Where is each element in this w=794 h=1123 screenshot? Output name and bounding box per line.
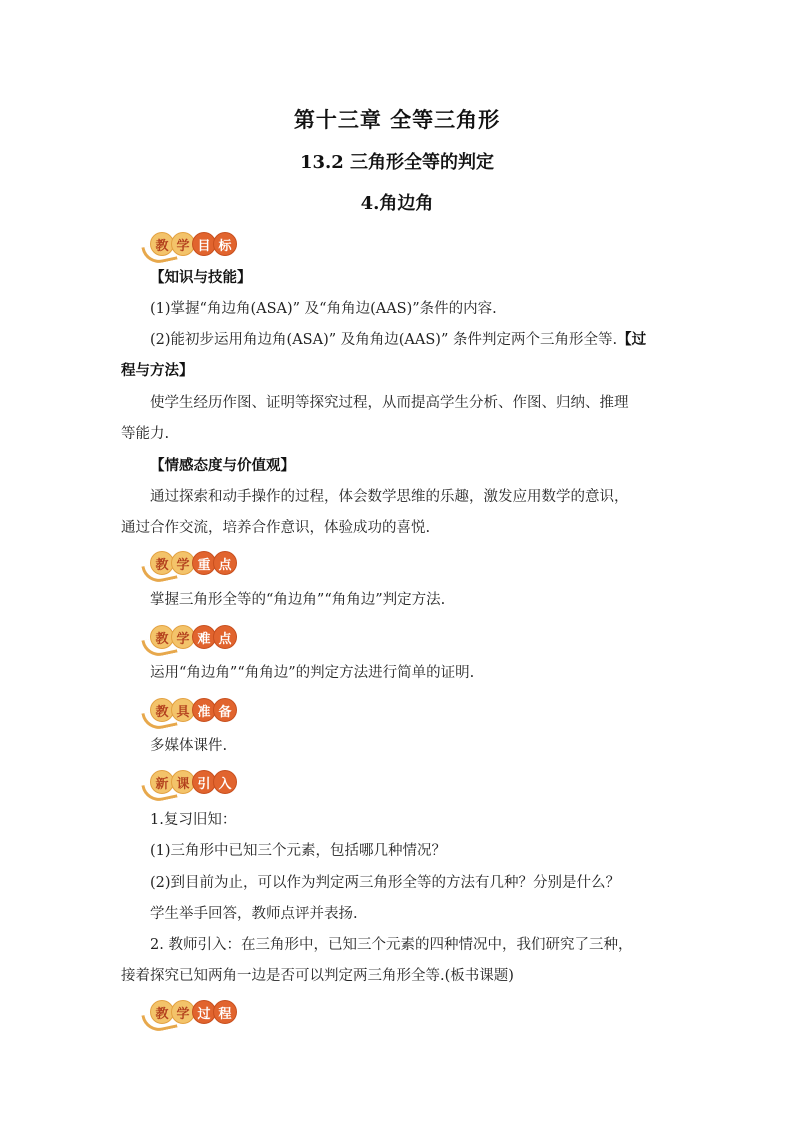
badge-char: 教 (150, 625, 174, 649)
badge-char: 备 (213, 698, 237, 722)
badge-char: 教 (150, 698, 174, 722)
key-points-text: 掌握三角形全等的“角边角”“角角边”判定方法. (150, 592, 446, 608)
badge-char: 准 (192, 698, 216, 722)
badge-char: 课 (171, 770, 195, 794)
lesson-title: 4.角边角 (360, 193, 434, 214)
badge-char: 标 (213, 232, 237, 256)
materials-badge (145, 697, 237, 723)
badge-char: 新 (150, 770, 174, 794)
intro-badge (145, 769, 237, 795)
badge-char: 难 (192, 625, 216, 649)
knowledge-heading: 【知识与技能】 (150, 269, 252, 286)
materials-text: 多媒体课件. (150, 738, 228, 754)
badge-char: 学 (171, 232, 195, 256)
intro-lead-2: 接着探究已知两角一边是否可以判定两三角形全等.(板书课题) (121, 968, 514, 984)
badge-char: 点 (213, 551, 237, 575)
badge-char: 具 (171, 698, 195, 722)
process-heading-start: 【过 (617, 331, 647, 348)
badge-char: 教 (150, 551, 174, 575)
process-text-2: 等能力. (121, 426, 170, 442)
badge-char: 学 (171, 625, 195, 649)
badge-char: 引 (192, 770, 216, 794)
difficulties-badge (145, 624, 237, 650)
difficulties-text: 运用“角边角”“角角边”的判定方法进行简单的证明. (150, 665, 475, 681)
key-points-badge (145, 550, 237, 576)
intro-question-1: (1)三角形中已知三个元素，包括哪几种情况？ (150, 843, 447, 859)
badge-char: 过 (192, 1000, 216, 1024)
section-title: 13.2 三角形全等的判定 (299, 152, 495, 173)
badge-char: 程 (213, 1000, 237, 1024)
process-badge (145, 999, 237, 1025)
goal-item-2: (2)能初步运用角边角(ASA)” 及角角边(AAS)” 条件判定两个三角形全等.【过 (150, 331, 647, 348)
emotion-text-1: 通过探索和动手操作的过程，体会数学思维的乐趣，激发应用数学的意识， (150, 489, 629, 505)
badge-char: 重 (192, 551, 216, 575)
badge-char: 目 (192, 232, 216, 256)
intro-question-2: (2)到目前为止，可以作为判定两三角形全等的方法有几种？分别是什么？ (150, 875, 621, 891)
intro-review: 1.复习旧知： (150, 812, 237, 828)
process-heading-end: 程与方法】 (121, 362, 194, 379)
goal-item-1: (1)掌握“角边角(ASA)” 及“角角边(AAS)”条件的内容. (150, 301, 497, 317)
badge-char: 入 (213, 770, 237, 794)
emotion-text-2: 通过合作交流，培养合作意识，体验成功的喜悦. (121, 520, 431, 536)
emotion-heading: 【情感态度与价值观】 (150, 457, 295, 474)
intro-answer: 学生举手回答，教师点评并表扬. (150, 906, 358, 922)
intro-lead-1: 2. 教师引入：在三角形中，已知三个元素的四种情况中，我们研究了三种， (150, 937, 633, 953)
process-text-1: 使学生经历作图、证明等探究过程，从而提高学生分析、作图、归纳、推理 (150, 395, 629, 411)
badge-char: 学 (171, 1000, 195, 1024)
teaching-goals-badge (145, 231, 237, 257)
badge-char: 教 (150, 1000, 174, 1024)
badge-char: 学 (171, 551, 195, 575)
badge-char: 点 (213, 625, 237, 649)
badge-char: 教 (150, 232, 174, 256)
chapter-title: 第十三章 全等三角形 (293, 107, 501, 132)
